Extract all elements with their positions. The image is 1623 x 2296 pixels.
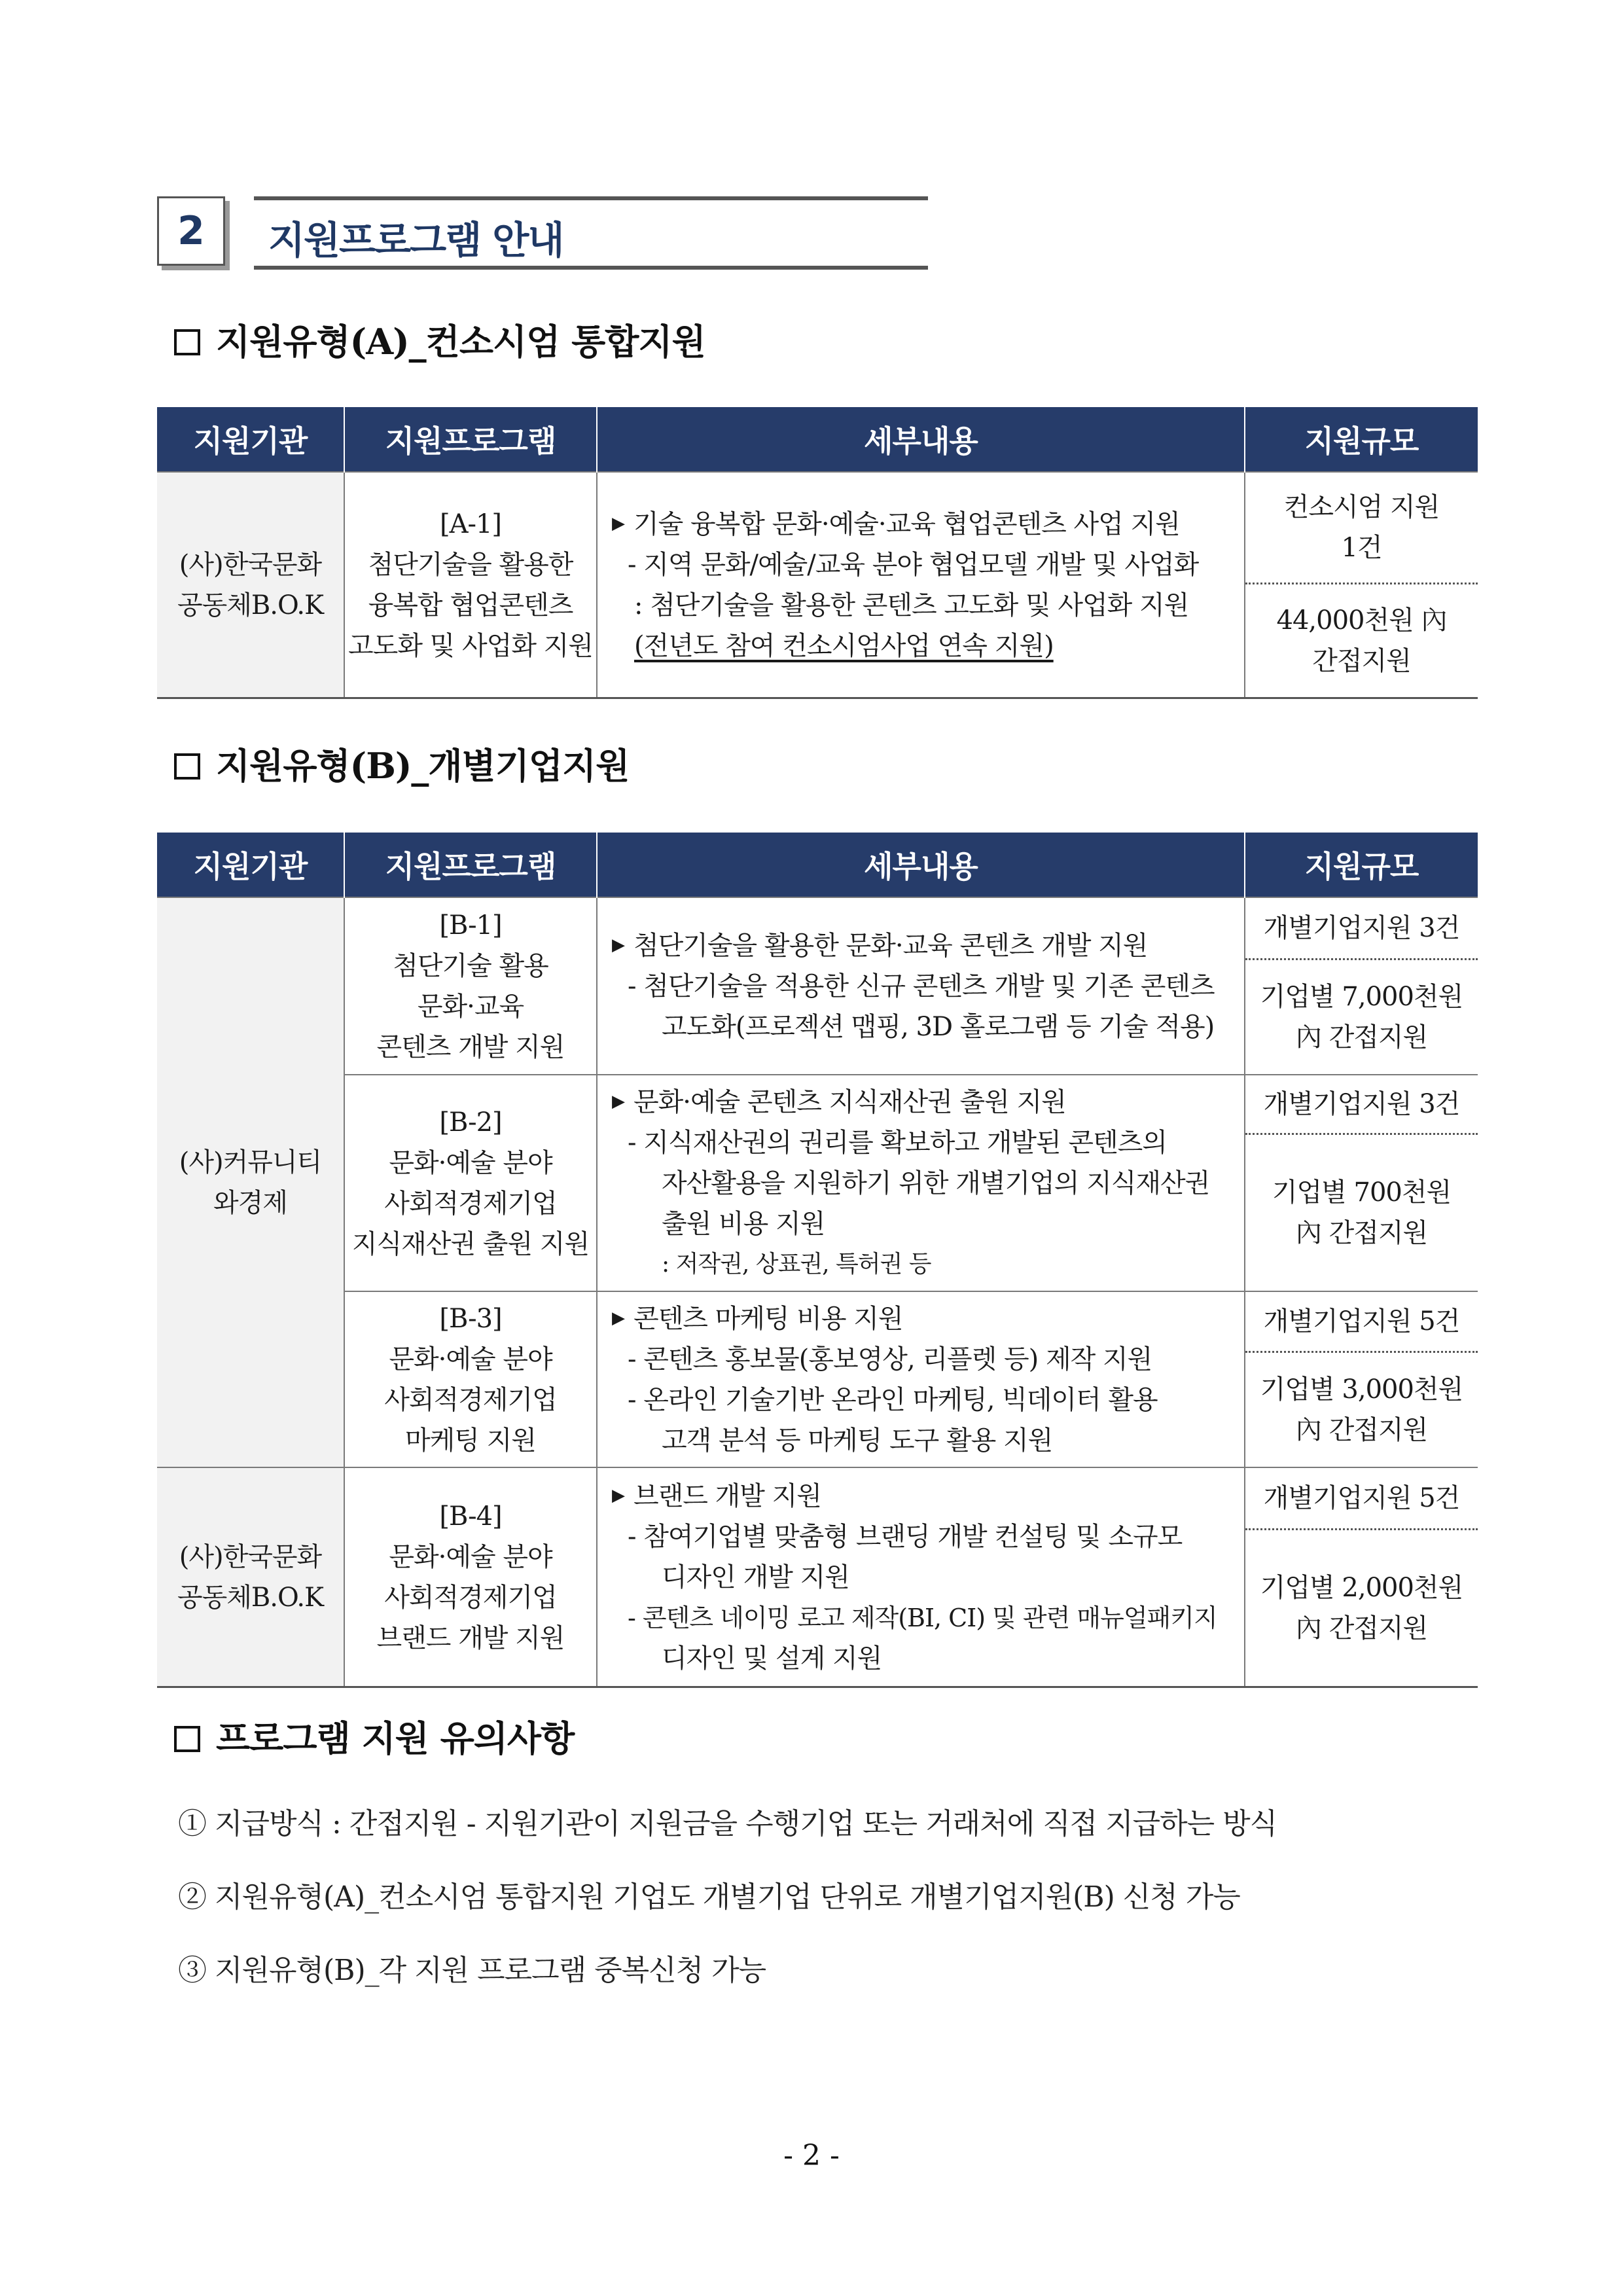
program-cell [344, 1291, 597, 1467]
detail-item: - 참여기업별 맞춤형 브랜딩 개발 컨설팅 및 소규모 [628, 1522, 1183, 1552]
org-cell [157, 472, 344, 698]
type-a-heading [174, 314, 705, 365]
detail-cell [597, 1075, 1245, 1291]
org-line: 공동체B.O.K [177, 1582, 324, 1613]
scale-amount [1245, 1353, 1478, 1467]
detail-cell [597, 472, 1245, 698]
header-detail: 세부내용 [597, 833, 1245, 897]
scale-count: 개별기업지원 3건 [1245, 898, 1478, 960]
scale-cell [1245, 1291, 1478, 1467]
program-cell [344, 897, 597, 1075]
type-a-table [157, 407, 1478, 699]
detail-headline: ▶ 문화·예술 콘텐츠 지식재산권 출원 지원 [612, 1081, 1231, 1122]
type-b-table [157, 833, 1478, 1688]
header-program: 지원프로그램 [344, 833, 597, 897]
table-row [157, 897, 1478, 1075]
table-row [157, 1467, 1478, 1687]
detail-item: - 지역 문화/예술/교육 분야 협업모델 개발 및 사업화 [628, 550, 1199, 580]
header-org: 지원기관 [157, 833, 344, 897]
header-scale: 지원규모 [1245, 833, 1478, 897]
org-line: 공동체B.O.K [177, 590, 324, 620]
program-code: [B-1] [439, 910, 502, 941]
scale-amount [1245, 960, 1478, 1074]
scale-count: 개별기업지원 5건 [1245, 1468, 1478, 1530]
detail-item: 디자인 및 설계 지원 [662, 1643, 882, 1674]
detail-item: 출원 비용 지원 [662, 1209, 825, 1239]
scale-count [1245, 473, 1478, 584]
table-row [157, 1075, 1478, 1291]
scale-cell [1245, 1467, 1478, 1687]
scale-line: 컨소시엄 지원 [1283, 492, 1440, 522]
detail-item: - 온라인 기술기반 온라인 마케팅, 빅데이터 활용 [628, 1385, 1158, 1415]
section-header [157, 196, 929, 275]
scale-line: 기업별 7,000천원 [1260, 982, 1463, 1012]
scale-line: 內 간접지원 [1295, 1022, 1428, 1052]
scale-amount [1245, 1530, 1478, 1686]
program-line: 마케팅 지원 [405, 1425, 536, 1456]
org-line: (사)커뮤니티 [179, 1147, 322, 1177]
scale-count: 개별기업지원 5건 [1245, 1292, 1478, 1353]
program-code: [B-2] [439, 1107, 502, 1138]
type-a-heading-text: 지원유형(A)_컨소시엄 통합지원 [216, 321, 705, 363]
type-b-header-row [157, 833, 1478, 897]
scale-cell [1245, 472, 1478, 698]
program-line: 융복합 협업콘텐츠 [368, 590, 573, 620]
scale-line: 기업별 700천원 [1272, 1177, 1452, 1208]
program-cell [344, 472, 597, 698]
note-item-3: ③ 지원유형(B)_각 지원 프로그램 중복신청 가능 [178, 1954, 766, 1987]
type-a-header-row [157, 407, 1478, 472]
detail-note-underlined: (전년도 참여 컨소시엄사업 연속 지원) [634, 631, 1054, 661]
detail-headline: ▶ 콘텐츠 마케팅 비용 지원 [612, 1298, 1231, 1339]
notes-heading-text: 프로그램 지원 유의사항 [216, 1717, 575, 1759]
program-line: 문화·예술 분야 [389, 1344, 552, 1374]
program-line: 문화·예술 분야 [389, 1147, 552, 1178]
detail-item: : 첨단기술을 활용한 콘텐츠 고도화 및 사업화 지원 [634, 590, 1189, 620]
program-code: [B-3] [439, 1303, 502, 1334]
detail-cell [597, 1467, 1245, 1687]
org-cell [157, 1467, 344, 1687]
detail-item: 자산활용을 지원하기 위한 개별기업의 지식재산권 [662, 1168, 1210, 1198]
detail-headline: ▶ 기술 융복합 문화·예술·교육 협업콘텐츠 사업 지원 [612, 503, 1231, 545]
notes-heading [174, 1711, 574, 1761]
scale-line: 1건 [1341, 533, 1382, 563]
header-detail: 세부내용 [597, 407, 1245, 472]
program-line: 사회적경제기업 [384, 1582, 557, 1613]
scale-line: 內 간접지원 [1295, 1613, 1428, 1643]
page-number: - 2 - [783, 2139, 840, 2172]
scale-line: 內 간접지원 [1295, 1218, 1428, 1248]
detail-item: : 저작권, 상표권, 특허권 등 [662, 1251, 931, 1278]
checkbox-icon [174, 1726, 200, 1752]
scale-line: 기업별 3,000천원 [1260, 1374, 1463, 1405]
org-cell [157, 897, 344, 1467]
checkbox-icon [174, 329, 200, 355]
detail-item: - 지식재산권의 권리를 확보하고 개발된 콘텐츠의 [628, 1128, 1167, 1158]
program-cell [344, 1467, 597, 1687]
program-cell [344, 1075, 597, 1291]
note-item-1: ① 지급방식 : 간접지원 - 지원기관이 지원금을 수행기업 또는 거래처에 직접 지급하는 방식 [178, 1807, 1277, 1840]
scale-line: 內 간접지원 [1295, 1415, 1428, 1445]
scale-count: 개별기업지원 3건 [1245, 1075, 1478, 1135]
detail-item: - 콘텐츠 홍보물(홍보영상, 리플렛 등) 제작 지원 [628, 1344, 1152, 1374]
table-row [157, 1291, 1478, 1467]
program-line: 브랜드 개발 지원 [376, 1623, 565, 1653]
section-title-box [254, 196, 928, 270]
scale-amount [1245, 1135, 1478, 1291]
type-b-heading-text: 지원유형(B)_개별기업지원 [216, 745, 630, 787]
detail-item: - 첨단기술을 적용한 신규 콘텐츠 개발 및 기존 콘텐츠 [628, 971, 1215, 1001]
header-scale: 지원규모 [1245, 407, 1478, 472]
org-line: (사)한국문화 [179, 1541, 322, 1572]
detail-headline: ▶ 브랜드 개발 지원 [612, 1475, 1231, 1516]
scale-line: 44,000천원 內 [1276, 605, 1447, 636]
section-title: 지원프로그램 안내 [268, 218, 563, 262]
checkbox-icon [174, 753, 200, 780]
program-line: 고도화 및 사업화 지원 [348, 630, 593, 661]
header-program: 지원프로그램 [344, 407, 597, 472]
detail-cell [597, 1291, 1245, 1467]
scale-cell [1245, 1075, 1478, 1291]
detail-cell [597, 897, 1245, 1075]
program-code: [A-1] [439, 509, 502, 539]
type-b-heading [174, 738, 629, 789]
scale-amount [1245, 584, 1478, 697]
scale-line: 간접지원 [1312, 646, 1411, 676]
section-number: 2 [157, 196, 225, 266]
program-line: 사회적경제기업 [384, 1188, 557, 1219]
detail-item: 고도화(프로젝션 맵핑, 3D 홀로그램 등 기술 적용) [662, 1012, 1215, 1042]
org-line: (사)한국문화 [179, 549, 322, 580]
program-line: 첨단기술을 활용한 [368, 549, 573, 580]
note-item-2: ② 지원유형(A)_컨소시엄 통합지원 기업도 개별기업 단위로 개별기업지원(B) 신청 가능 [178, 1880, 1240, 1914]
program-line: 첨단기술 활용 [393, 950, 548, 981]
detail-item: 디자인 개발 지원 [662, 1562, 849, 1592]
program-line: 문화·교육 [417, 991, 524, 1022]
program-line: 콘텐츠 개발 지원 [376, 1031, 565, 1062]
program-line: 문화·예술 분야 [389, 1541, 552, 1572]
detail-headline: ▶ 첨단기술을 활용한 문화·교육 콘텐츠 개발 지원 [612, 925, 1231, 966]
header-org: 지원기관 [157, 407, 344, 472]
program-line: 지식재산권 출원 지원 [351, 1229, 590, 1259]
scale-line: 기업별 2,000천원 [1260, 1573, 1463, 1603]
detail-item: 고객 분석 등 마케팅 도구 활용 지원 [662, 1426, 1053, 1456]
org-line: 와경제 [213, 1187, 287, 1218]
program-code: [B-4] [439, 1501, 502, 1532]
table-row [157, 472, 1478, 698]
program-line: 사회적경제기업 [384, 1384, 557, 1415]
scale-cell [1245, 897, 1478, 1075]
detail-item: - 콘텐츠 네이밍 로고 제작(BI, CI) 및 관련 매뉴얼패키지 [628, 1604, 1217, 1632]
